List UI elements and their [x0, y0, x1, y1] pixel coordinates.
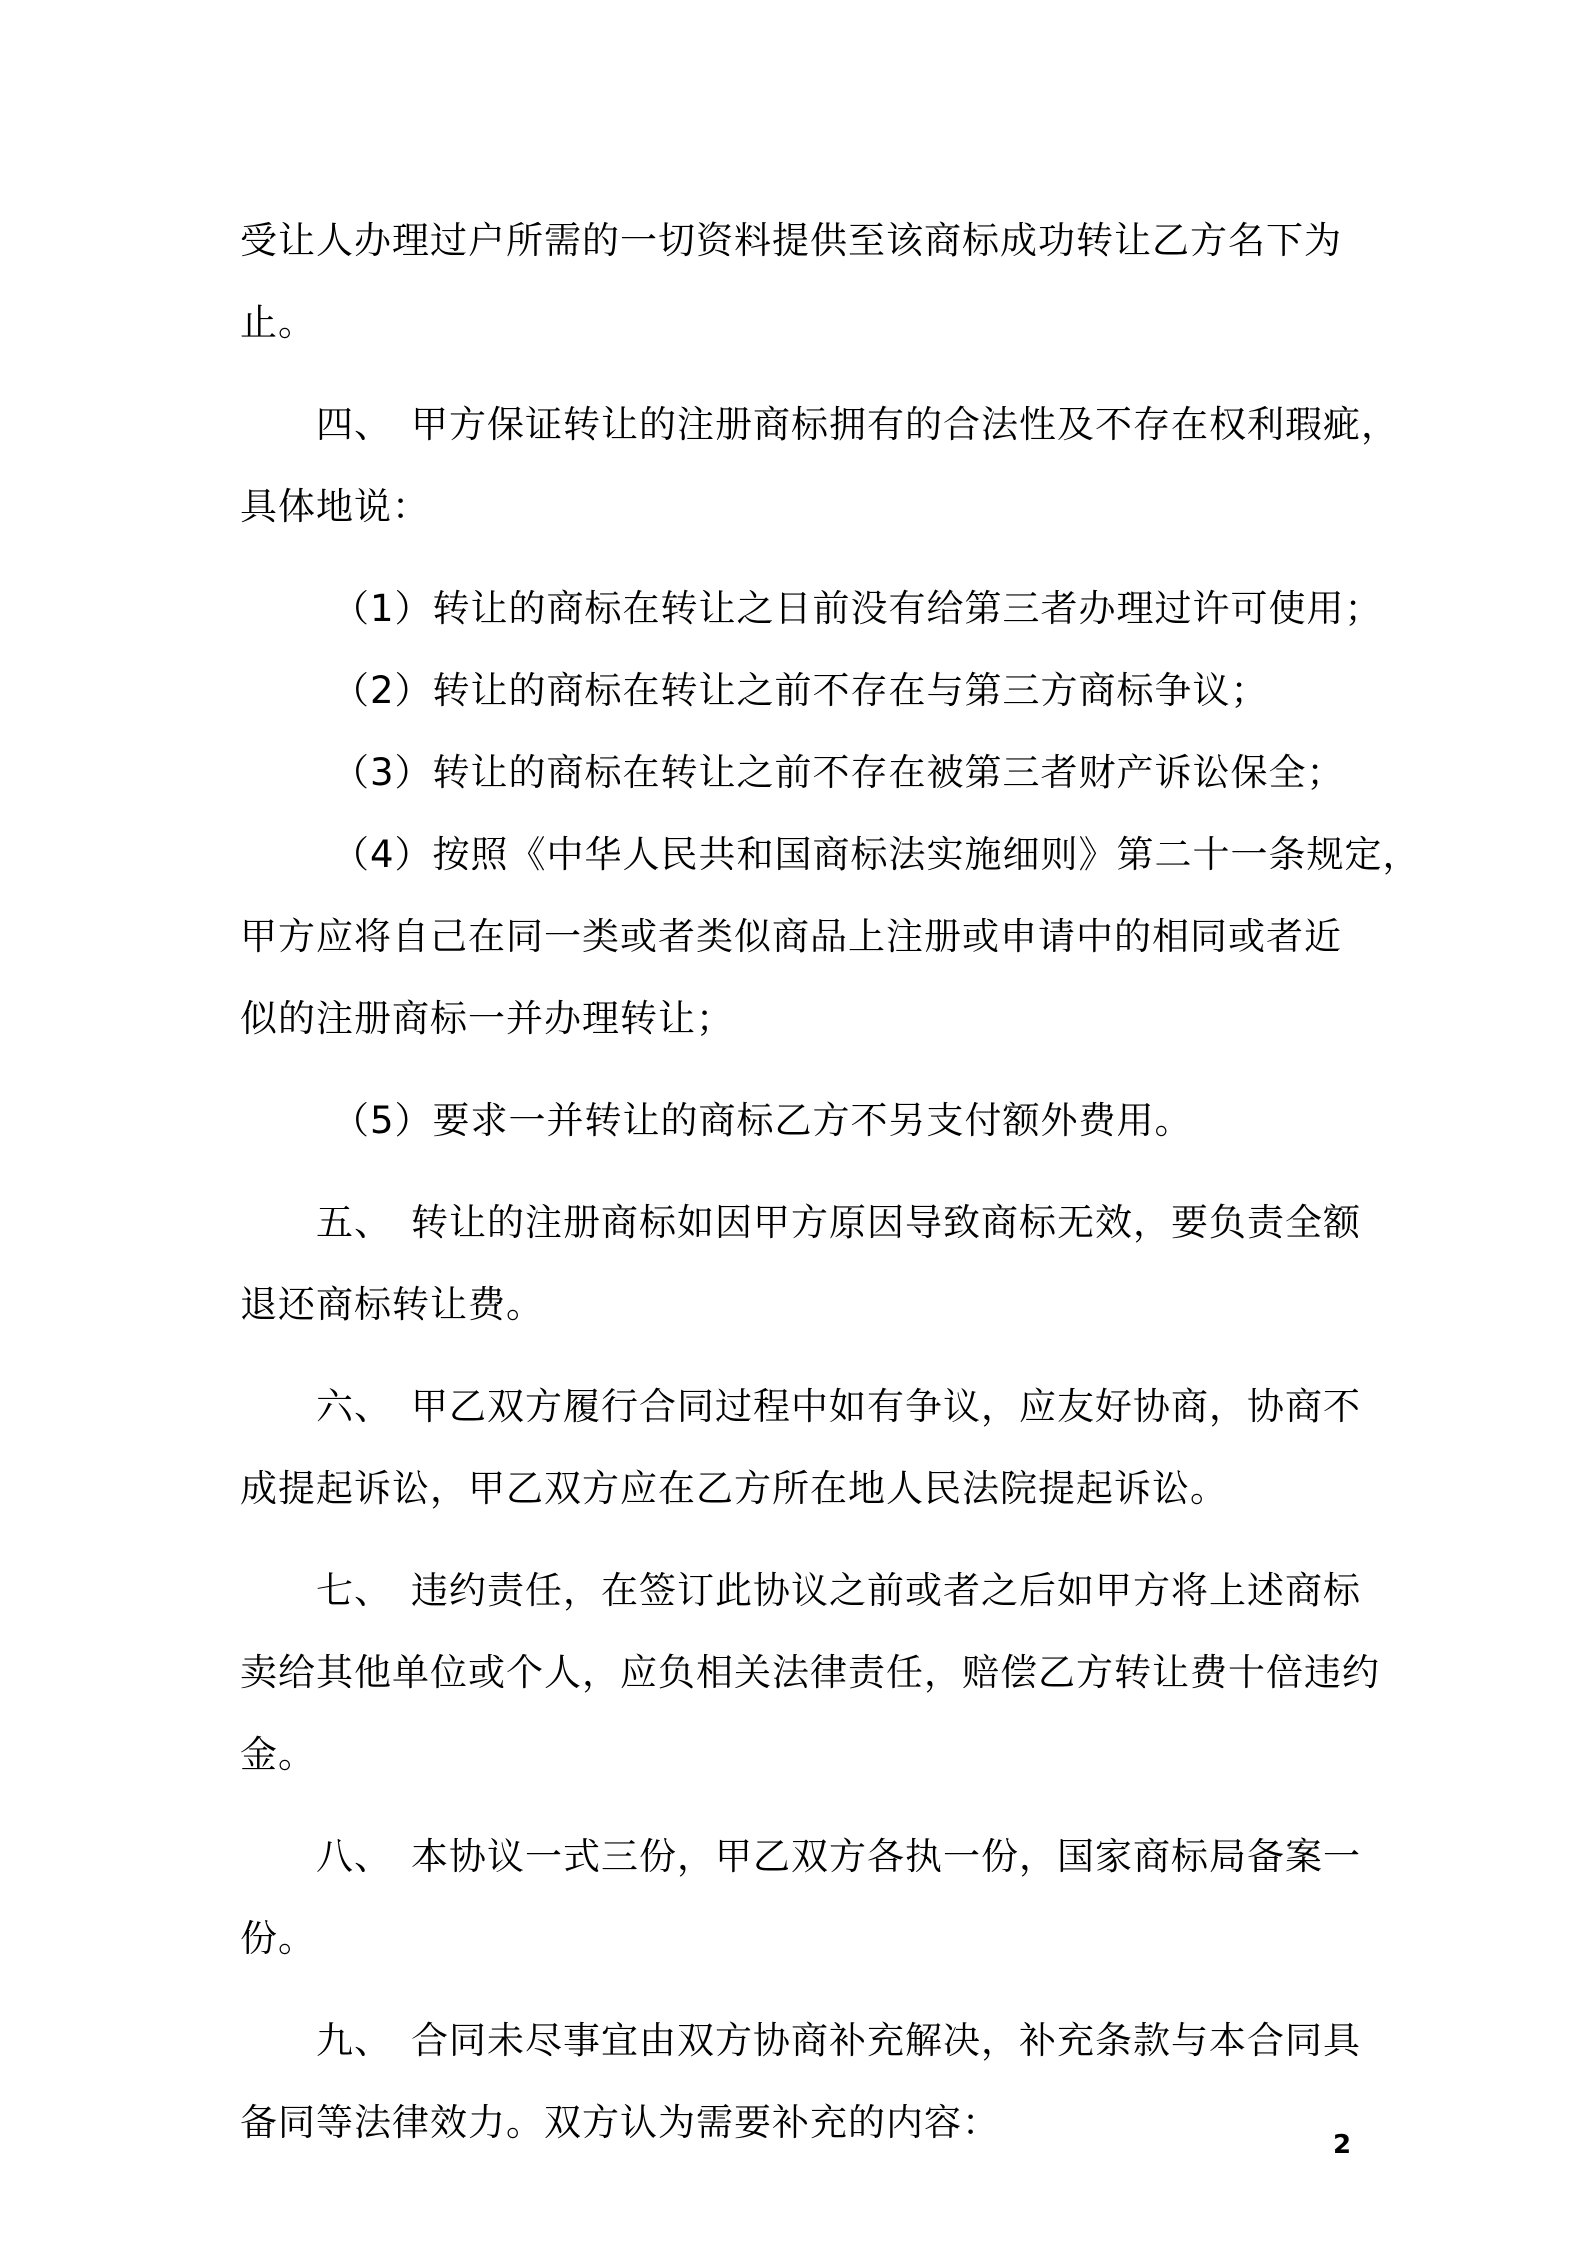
text-line: 止。 [240, 301, 316, 344]
clause-text: 违约责任，在签订此协议之前或者之后如甲方将上述商标 [411, 1569, 1361, 1612]
clause-number: 四、 [316, 403, 392, 446]
list-item: （5）要求一并转让的商标乙方不另支付额外费用。 [332, 1099, 1193, 1142]
clause-text: 合同未尽事宜由双方协商补充解决，补充条款与本合同具 [411, 2019, 1361, 2062]
clause-text: 甲方保证转让的注册商标拥有的合法性及不存在权利瑕疵， [411, 403, 1399, 446]
text-line: 卖给其他单位或个人，应负相关法律责任，赔偿乙方转让费十倍违约 [240, 1651, 1380, 1694]
list-item: （1）转让的商标在转让之日前没有给第三者办理过许可使用； [332, 587, 1383, 630]
clause-number: 八、 [316, 1835, 392, 1878]
text-line: 份。 [240, 1917, 316, 1960]
text-line: 甲方应将自己在同一类或者类似商品上注册或申请中的相同或者近 [240, 915, 1342, 958]
clause-text: 转让的注册商标如因甲方原因导致商标无效，要负责全额 [411, 1201, 1361, 1244]
text-line: 成提起诉讼，甲乙双方应在乙方所在地人民法院提起诉讼。 [240, 1467, 1228, 1510]
text-line: 受让人办理过户所需的一切资料提供至该商标成功转让乙方名下为 [240, 219, 1342, 262]
clause-8 [240, 1816, 1360, 1898]
list-item: （4）按照《中华人民共和国商标法实施细则》第二十一条规定， [332, 833, 1421, 876]
clause-7 [240, 1550, 1360, 1632]
document-body [240, 200, 1421, 2164]
list-item: （2）转让的商标在转让之前不存在与第三方商标争议； [332, 669, 1269, 712]
clause-text: 本协议一式三份，甲乙双方各执一份，国家商标局备案一 [411, 1835, 1361, 1878]
clause-4 [240, 384, 1399, 466]
clause-number: 九、 [316, 2019, 392, 2062]
clause-text: 甲乙双方履行合同过程中如有争议，应友好协商，协商不 [411, 1385, 1361, 1428]
text-line: 退还商标转让费。 [240, 1283, 544, 1326]
text-line: 金。 [240, 1733, 316, 1776]
clause-number: 五、 [316, 1201, 392, 1244]
text-line: 具体地说： [240, 485, 430, 528]
clause-6 [240, 1366, 1360, 1448]
text-line: 备同等法律效力。双方认为需要补充的内容： [240, 2101, 1000, 2144]
text-line: 似的注册商标一并办理转让； [240, 997, 734, 1040]
clause-number: 六、 [316, 1385, 392, 1428]
clause-9 [240, 2000, 1360, 2082]
list-item: （3）转让的商标在转让之前不存在被第三者财产诉讼保全； [332, 751, 1345, 794]
clause-5 [240, 1182, 1360, 1264]
page-number: 2 [1333, 2130, 1352, 2160]
clause-number: 七、 [316, 1569, 392, 1612]
